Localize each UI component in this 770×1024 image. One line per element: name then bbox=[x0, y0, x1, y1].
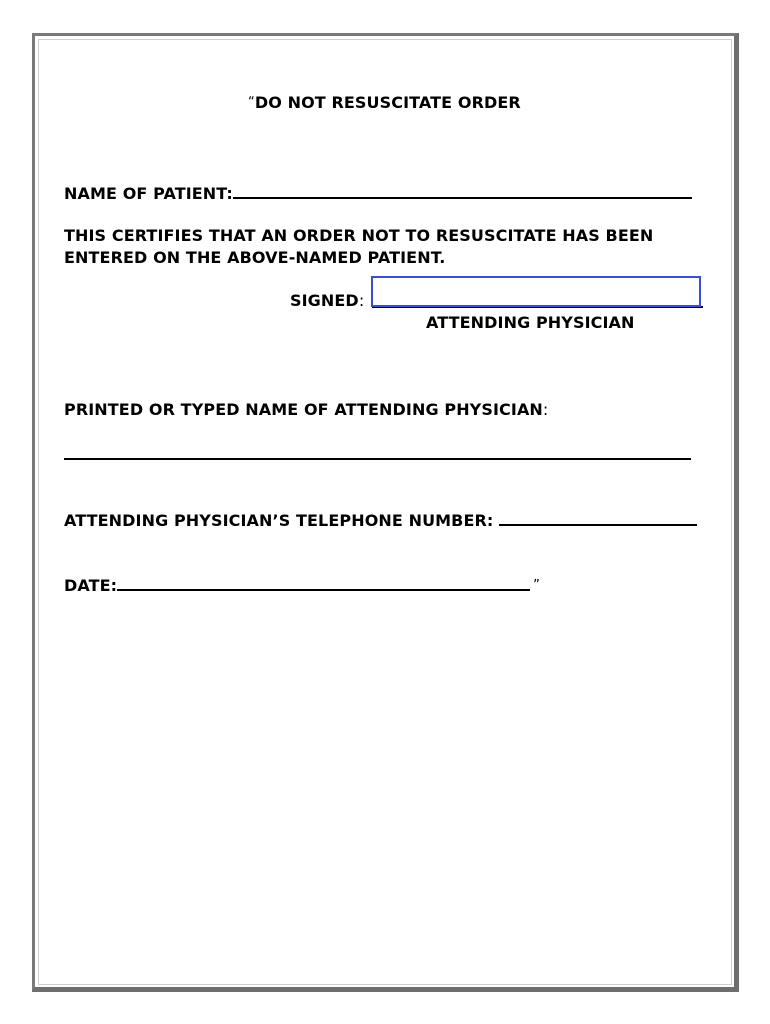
signed-label: SIGNED bbox=[290, 291, 359, 310]
certify-line-1: THIS CERTIFIES THAT AN ORDER NOT TO RESUSCITATE HAS BEEN bbox=[64, 226, 654, 245]
signed-label-row bbox=[290, 291, 364, 311]
telephone-field[interactable] bbox=[499, 509, 697, 526]
date-row bbox=[64, 574, 540, 596]
attending-physician-caption: ATTENDING PHYSICIAN bbox=[426, 313, 635, 332]
telephone-row bbox=[64, 509, 697, 531]
patient-name-row bbox=[64, 182, 692, 204]
close-quote: ” bbox=[533, 578, 541, 593]
telephone-label: ATTENDING PHYSICIAN’S TELEPHONE NUMBER: bbox=[64, 511, 494, 530]
patient-name-colon: : bbox=[226, 184, 233, 203]
printed-name-field[interactable] bbox=[64, 458, 691, 460]
certify-line-2: ENTERED ON THE ABOVE-NAMED PATIENT. bbox=[64, 248, 446, 267]
date-label: DATE bbox=[64, 576, 111, 595]
date-field[interactable] bbox=[117, 574, 530, 591]
signature-field[interactable] bbox=[371, 276, 701, 307]
form-title-row bbox=[248, 93, 521, 113]
patient-name-field[interactable] bbox=[233, 182, 692, 199]
form-title: DO NOT RESUSCITATE ORDER bbox=[254, 93, 521, 112]
patient-name-label: NAME OF PATIENT bbox=[64, 184, 227, 203]
printed-name-row bbox=[64, 400, 548, 420]
date-colon: : bbox=[110, 576, 118, 595]
signed-colon: : bbox=[358, 291, 365, 310]
printed-name-label: PRINTED OR TYPED NAME OF ATTENDING PHYSICIAN bbox=[64, 400, 543, 419]
printed-name-colon: : bbox=[542, 400, 549, 419]
open-quote: “ bbox=[248, 95, 255, 110]
